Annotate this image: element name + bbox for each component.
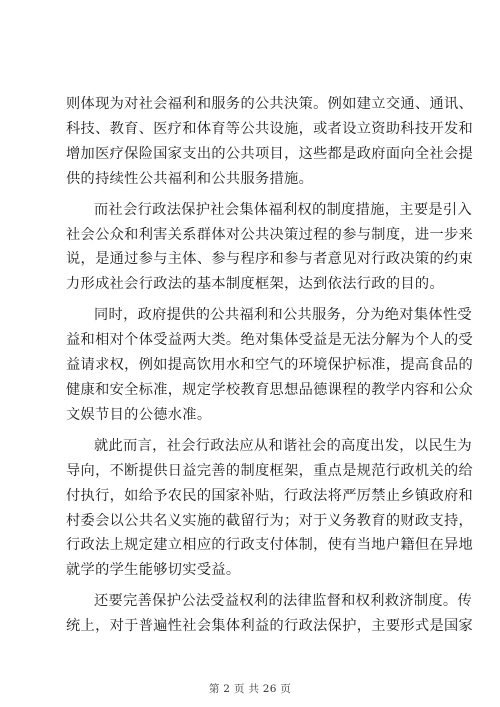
paragraph-4 <box>66 434 474 583</box>
text-line: 增加医疗保险国家支出的公共项目，这些都是政府面向全社会提 <box>66 145 474 162</box>
text-line: 则体现为对社会福利和服务的公共決策。例如建立交通、通讯、 <box>66 96 474 112</box>
text-line: 统上，对于普遍性社会集体利益的行政法保护，主要形式是国家 <box>66 618 474 635</box>
text-line: 就学的学生能够切实受益。 <box>66 562 241 579</box>
text-line: 供的持续性公共福利和公共服务措施。 <box>66 170 314 187</box>
text-line: 付执行，如给予农民的国家补贴，行政法将严厉禁止乡镇政府和 <box>66 487 474 504</box>
page-number-footer: 第 2 页 共 26 页 <box>208 683 292 695</box>
text-line: 文娱节目的公德水准。 <box>66 406 212 423</box>
text-line: 科技、教育、医疗和体育等公共设施，或者设立资助科技开发和 <box>66 120 474 137</box>
text-line: 导向，不断提供日益完善的制度框架，重点是规范行政机关的给 <box>66 462 474 479</box>
text-line: 而社会行政法保护社会集体福利权的制度措施，主要是引入 <box>94 201 472 218</box>
text-line: 健康和安全标准，规定学校教育思想品德课程的教学内容和公众 <box>66 381 474 398</box>
text-line: 说，是通过参与主体、参与程序和参与者意见对行政决策的约束 <box>66 251 474 268</box>
text-line: 益请求权，例如提高饮用水和空气的环境保护标准，提高食品的 <box>66 357 474 374</box>
text-line: 社会公众和利害关系群体对公共决策过程的参与制度，进一步来 <box>66 226 474 243</box>
paragraph-3 <box>66 303 474 428</box>
text-line: 益和相对个体受益两大类。绝对集体受益是无法分解为个人的受 <box>66 332 474 349</box>
paragraph-5 <box>66 589 474 639</box>
paragraph-1 <box>66 92 474 192</box>
text-line: 就此而言，社会行政法应从和谐社会的高度出发，以民生为 <box>94 437 472 454</box>
text-line: 行政法上规定建立相应的行政支付体制，使有当地户籍但在异地 <box>66 537 474 554</box>
text-line: 同时，政府提供的公共福利和公共服务，分为绝对集体性受 <box>94 307 472 324</box>
text-line: 力形成社会行政法的基本制度框架，达到依法行政的目的。 <box>66 276 444 293</box>
document-body <box>66 92 474 639</box>
text-line: 村委会以公共名义实施的截留行为；对于义务教育的财政支持， <box>66 512 474 529</box>
paragraph-2 <box>66 198 474 298</box>
text-line: 还要完善保护公法受益权利的法律监督和权利救济制度。传 <box>94 593 472 610</box>
